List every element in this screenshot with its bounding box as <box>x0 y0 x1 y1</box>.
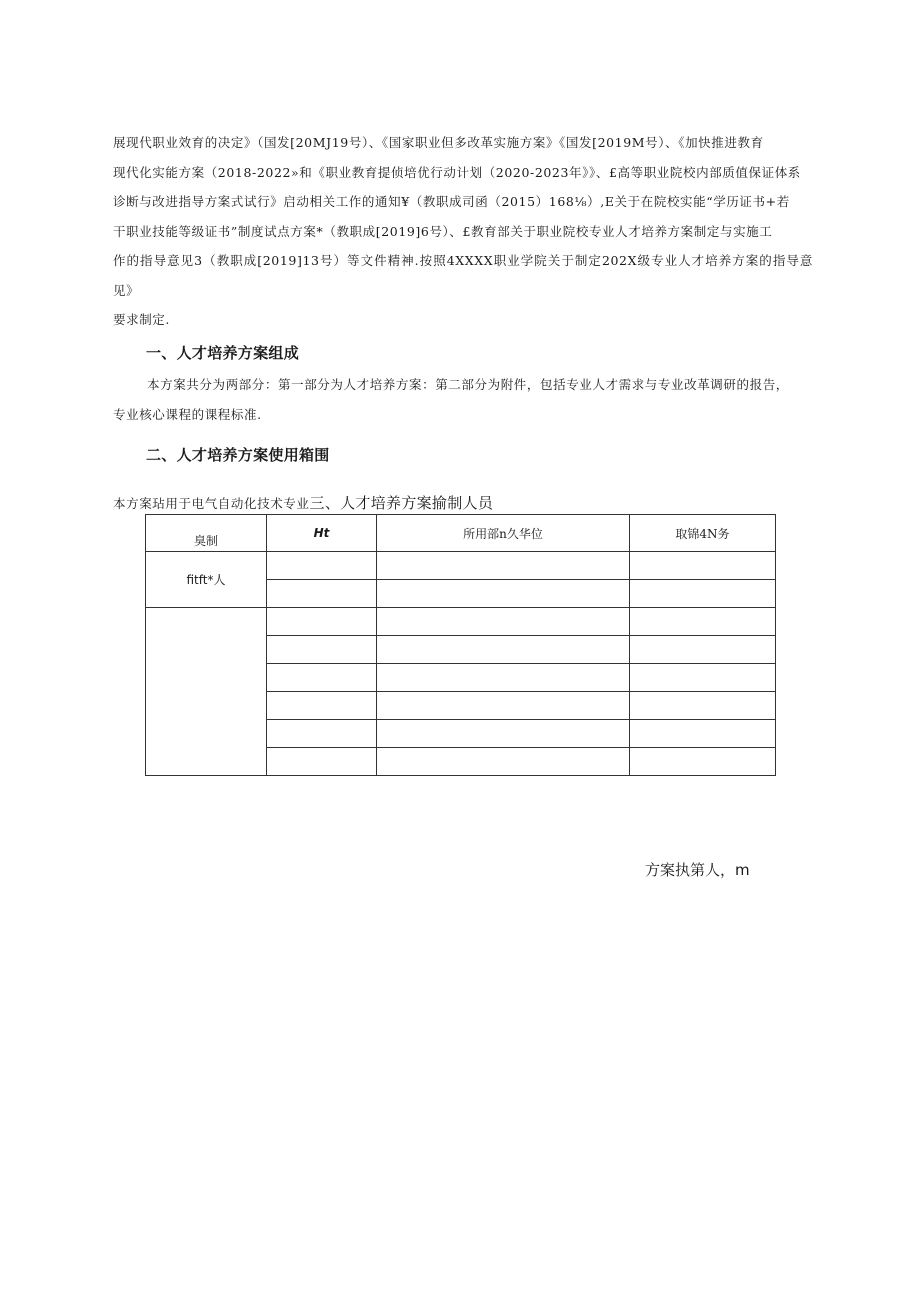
table-cell <box>377 664 630 692</box>
table-cell <box>267 580 377 608</box>
section2-body-line <box>113 492 813 513</box>
table-cell <box>630 608 776 636</box>
intro-line-4: 干职业技能等级证书”制度试点方案*（教职成[2019]6号）、£教育部关于职业院校专业人才培养方案制定与实施工 <box>113 223 773 239</box>
header-cell-unit: 所用部n久华位 <box>377 515 630 552</box>
table-cell <box>377 636 630 664</box>
table-cell <box>377 748 630 776</box>
table-cell <box>630 580 776 608</box>
section1-body-line-1: 本方案共分为两部分：第一部分为人才培养方案：第二部分为附件，包括专业人才需求与专业改革调研的报告， <box>147 377 789 392</box>
table-row <box>146 552 776 580</box>
table-cell <box>267 692 377 720</box>
table-cell <box>267 636 377 664</box>
table-cell <box>267 552 377 580</box>
table-cell <box>267 608 377 636</box>
table-cell <box>630 748 776 776</box>
group2-label-cell <box>146 608 267 776</box>
table-cell <box>267 748 377 776</box>
intro-line-6: 要求制定. <box>113 312 170 327</box>
intro-line-5: 作的指导意见3（教职成[2019]13号）等文件精神.按照4XXXX职业学院关于制定202X级专业人才培养方案的指导意见》 <box>113 253 813 298</box>
table-cell <box>377 580 630 608</box>
table-cell <box>630 664 776 692</box>
intro-line-2: 现代化实能方案（2018-2022»和《职业教育提侦培优行动计划（2020-2023年》》、£高等职业院校内部质值保证体系 <box>113 164 801 180</box>
table-cell <box>630 552 776 580</box>
intro-paragraph <box>113 128 813 335</box>
signature-line: 方案执第人，m <box>645 861 750 879</box>
table-cell <box>377 608 630 636</box>
section1-body <box>113 370 813 429</box>
section1-body-line-2: 专业核心课程的课程标准. <box>113 406 262 422</box>
section2-body: 本方案玷用于电气自动化技术专业 <box>113 496 310 511</box>
section1-heading: 一、人才培养方案组成 <box>146 344 300 362</box>
table-row <box>146 608 776 636</box>
group1-label-cell: fitft*人 <box>146 552 267 608</box>
table-cell <box>377 720 630 748</box>
table-cell <box>377 692 630 720</box>
section3-heading: 三、人才培养方案揄制人员 <box>309 494 494 512</box>
table-cell <box>630 720 776 748</box>
table-cell <box>267 720 377 748</box>
intro-line-3: 诊断与改进指导方案式试行》启动相关工作的通知¥（教职成司函（2015）168⅛）,E关于在院校实能“学历证书+若 <box>113 194 790 209</box>
header-cell-title: 取锦4N务 <box>630 515 776 552</box>
table-cell <box>267 664 377 692</box>
header-cell-role: 臭制 <box>146 515 267 552</box>
header-cell-name: Ht <box>267 515 377 552</box>
staff-table <box>145 514 776 776</box>
table-header-row <box>146 515 776 552</box>
table-cell <box>377 552 630 580</box>
table-cell <box>630 636 776 664</box>
intro-line-1: 展现代职业效育的决定》（国发[20MJ19号）、《国家职业但多改革实施方案》《国发[2019M号）、《加快推进教育 <box>113 135 764 150</box>
table-cell <box>630 692 776 720</box>
section2-heading: 二、人才培养方案使用箱围 <box>146 446 330 464</box>
